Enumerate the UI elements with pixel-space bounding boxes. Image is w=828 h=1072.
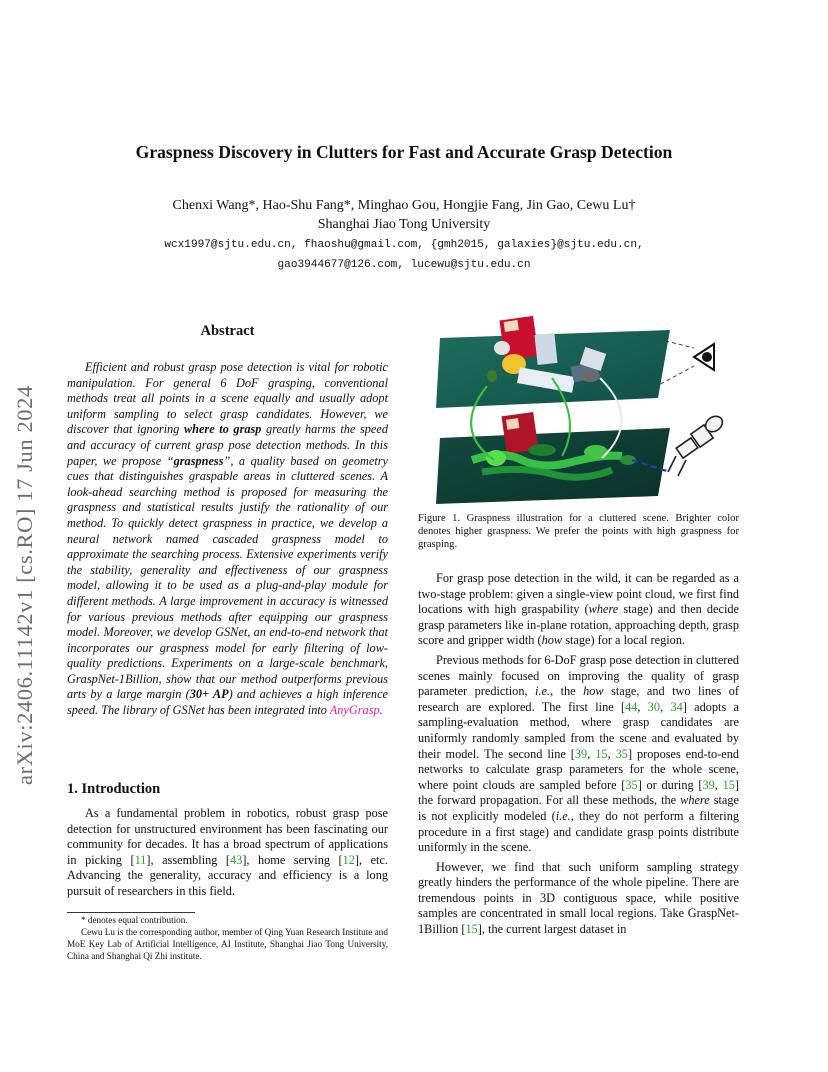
introduction-body	[67, 806, 388, 900]
citation-link[interactable]: 12	[342, 852, 355, 867]
citation-link[interactable]: 15	[595, 746, 608, 761]
emails-line-1: wcx1997@sjtu.edu.cn, fhaoshu@gmail.com, {gmh2015, galaxies}@sjtu.edu.cn,	[164, 239, 644, 251]
section-heading-introduction: 1. Introduction	[67, 781, 161, 797]
right-column-body	[418, 571, 739, 938]
anygrasp-link[interactable]: AnyGrasp	[329, 703, 380, 718]
citation-link[interactable]: 11	[134, 852, 147, 867]
affiliation: Shanghai Jiao Tong University	[317, 217, 491, 232]
abstract-paragraph: Efficient and robust grasp pose detection is vital for robotic manipulation. For general 6 DoF grasping, conventional methods treat all points in a scene equally and usually adopt uniform sampling to select grasp candidates. However, we discover that ignoring where to grasp greatly harms the speed and accuracy of current grasp pose detection methods. In this paper, we propose “graspness”, a quality based on geometry cues that distinguishes graspable areas in cluttered scenes. A look-ahead searching method is proposed for measuring the graspness and statistical results justify the rationality of our method. To quickly detect graspness in practice, we develop a neural network named cascaded graspness model to approximate the searching process. Extensive experiments verify the stability, generality and effectiveness of our graspness model, allowing it to be used as a plug-and-play module for different methods. A large improvement in accuracy is witnessed for various previous methods after equipping our graspness model. Moreover, we develop GSNet, an end-to-end network that incorporates our graspness model for early filtering of low-quality predictions. Experiments on a large-scale benchmark, GraspNet-1Billion, show that our method outperforms previous arts by a large margin (30+ AP) and achieves a high inference speed. The library of GSNet has been integrated into AnyGrasp.	[67, 360, 389, 718]
intro-paragraph: As a fundamental problem in robotics, robust grasp pose detection for unstructured environment has been fascinating our community for decades. It has a broad spectrum of applications in picking [11], assembling [43], home serving [12], etc. Advancing the generality, accuracy and efficiency is a long pursuit of researchers in this field.	[67, 806, 388, 898]
footnote-equal-contribution: * denotes equal contribution.	[81, 915, 188, 925]
emphasis-30-ap: 30+ AP	[189, 687, 229, 702]
footnotes	[67, 915, 388, 963]
abstract-heading: Abstract	[200, 323, 255, 339]
paper-title: Graspness Discovery in Clutters for Fast and Accurate Grasp Detection	[135, 142, 673, 162]
citation-link[interactable]: 35	[615, 746, 628, 761]
citation-link[interactable]: 39	[702, 777, 715, 792]
footnote-corresponding-author: Cewu Lu is the corresponding author, member of Qing Yuan Research Institute and MoE Key Lab of Artificial Intelligence, AI Institute, Shanghai Jiao Tong University, China and Shanghai Qi Zhi institute.	[67, 926, 388, 961]
author-block	[0, 196, 808, 234]
footnote-rule	[67, 912, 195, 913]
paragraph-two-stage: For grasp pose detection in the wild, it can be regarded as a two-stage problem: given a single-view point cloud, we first find locations with high graspability (where stage) and then decide grasp parameters like in-plane rotation, approaching depth, grasp score and gripper width (how stage) for a local region.	[418, 571, 739, 648]
eye-icon	[694, 344, 714, 370]
citation-link[interactable]: 43	[230, 852, 243, 867]
figure-1-image	[432, 310, 732, 506]
figure-1-caption: Figure 1. Graspness illustration for a cluttered scene. Brighter color denotes higher graspness. We prefer the points with high graspness for grasping.	[418, 513, 739, 551]
emails-line-2: gao3944677@126.com, lucewu@sjtu.edu.cn	[277, 259, 531, 271]
abstract-body	[67, 360, 388, 719]
citation-link[interactable]: 30	[647, 699, 661, 714]
emphasis-graspness: graspness	[173, 453, 224, 468]
citation-link[interactable]: 39	[574, 746, 588, 761]
citation-link[interactable]: 15	[465, 922, 478, 937]
arxiv-side-label: arXiv:2406.11142v1 [cs.RO] 17 Jun 2024	[12, 385, 37, 785]
email-block	[0, 235, 808, 275]
gripper-icon	[668, 413, 725, 476]
citation-link[interactable]: 44	[625, 699, 638, 714]
citation-link[interactable]: 15	[722, 777, 735, 792]
paragraph-uniform-sampling: However, we find that such uniform sampling strategy greatly hinders the performance of the whole pipeline. There are tremendous points in 3D contiguous space, while positive samples are concentrated in small local regions. Take GraspNet-1Billion [15], the current largest dataset in	[418, 859, 739, 937]
citation-link[interactable]: 34	[670, 699, 683, 714]
author-names: Chenxi Wang*, Hao-Shu Fang*, Minghao Gou, Hongjie Fang, Jin Gao, Cewu Lu†	[172, 198, 636, 213]
citation-link[interactable]: 35	[625, 777, 638, 792]
emphasis-where-to-grasp: where to grasp	[183, 422, 262, 437]
paragraph-previous-methods: Previous methods for 6-DoF grasp pose detection in cluttered scenes mainly focused on improving the quality of grasp parameter prediction, i.e., the how stage, and two lines of research are explored. The first line [44, 30, 34] adopts a sampling-evaluation method, where grasp candidates are uniformly randomly sampled from the scene and evaluated by their model. The second line [39, 15, 35] proposes end-to-end networks to calculate grasp parameters for the whole scene, where point clouds are sampled before [35] or during [39, 15] the forward propagation. For all these methods, the where stage is not explicitly modeled (i.e., they do not perform a filtering procedure in a first stage) and candidate grasp points distribute uniformly in the scene.	[418, 652, 740, 855]
